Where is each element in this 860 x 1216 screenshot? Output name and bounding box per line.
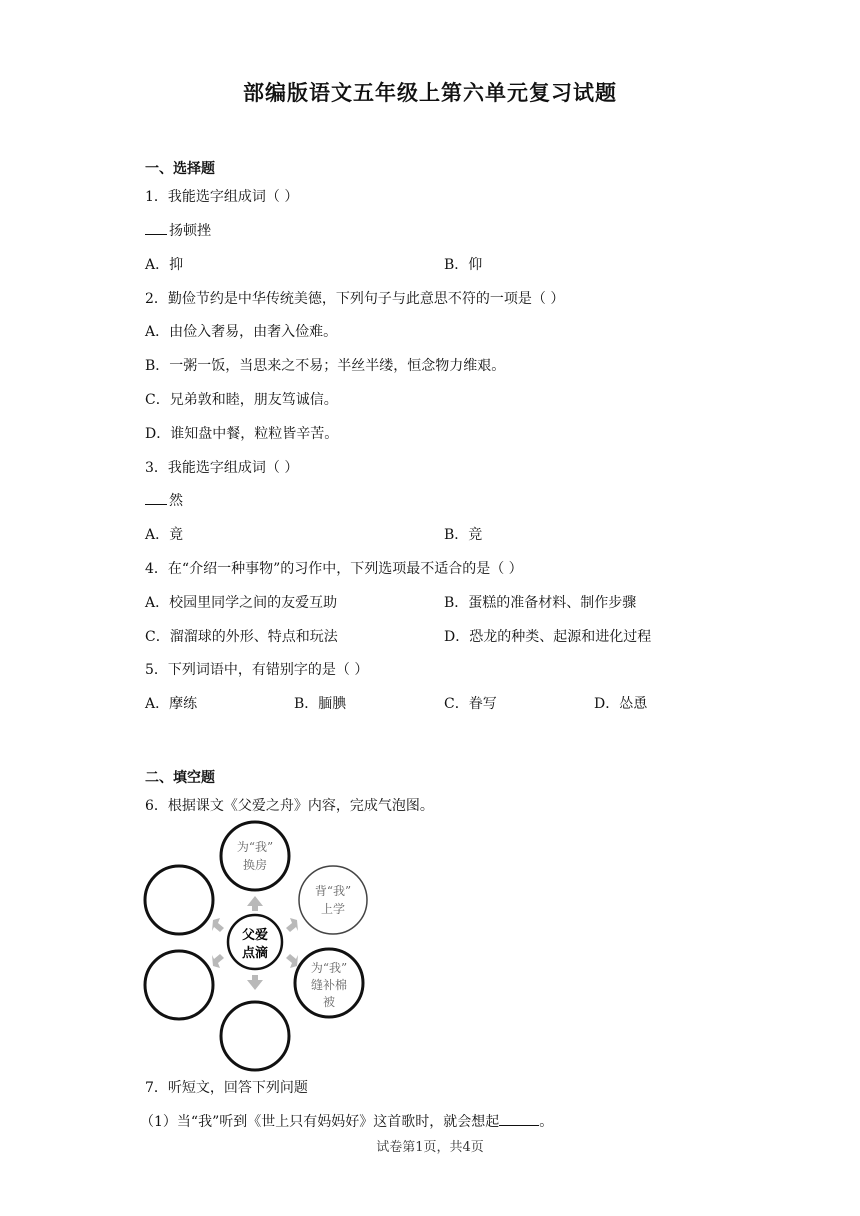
question-2-option-c: C．兄弟敦和睦，朋友笃诚信。 (145, 392, 338, 408)
bubble-empty-left-top (145, 866, 213, 934)
bubble-right-bottom-line3: 被 (322, 995, 336, 1009)
question-1-option-b: B．仰 (444, 257, 483, 273)
bubble-right-top-line2: 上学 (320, 902, 346, 916)
arrow-down-icon (247, 975, 263, 990)
question-4-stem: 4．在“介绍一种事物”的习作中，下列选项最不适合的是（ ） (145, 561, 523, 577)
question-5-option-a: A．摩练 (145, 696, 198, 712)
bubble-center-line1: 父爱 (241, 928, 269, 943)
question-7-sub1-text: （1）当“我”听到《世上只有妈妈好》这首歌时，就会想起 (140, 1114, 500, 1130)
page-footer: 试卷第1页，共4页 (376, 1140, 484, 1155)
question-1-stem: 1．我能选字组成词（ ） (145, 189, 299, 205)
bubble-empty-left-bottom (145, 951, 213, 1019)
page-title: 部编版语文五年级上第六单元复习试题 (243, 80, 617, 105)
question-3-option-a: A．竟 (145, 527, 184, 543)
question-4-option-b: B．蛋糕的准备材料、制作步骤 (444, 595, 637, 611)
bubble-top-line2: 换房 (242, 858, 268, 872)
arrow-downleft-icon (212, 954, 224, 968)
arrow-upleft-icon (212, 918, 224, 932)
question-5-option-b: B．腼腆 (294, 696, 347, 712)
arrow-up-icon (247, 896, 263, 911)
question-5-option-d: D．怂恿 (594, 696, 648, 712)
section-heading-choice: 一、选择题 (145, 161, 215, 177)
question-3-stem: 3．我能选字组成词（ ） (145, 460, 299, 476)
question-2-option-a: A．由俭入奢易，由奢入俭难。 (145, 324, 338, 340)
question-2-stem: 2．勤俭节约是中华传统美德，下列句子与此意思不符的一项是（ ） (145, 291, 565, 307)
question-4-option-a: A．校园里同学之间的友爱互助 (145, 595, 338, 611)
question-2-option-d: D．谁知盘中餐，粒粒皆辛苦。 (145, 426, 339, 442)
question-7-sub1 (140, 1111, 553, 1131)
question-3-prompt (145, 490, 183, 510)
question-7-stem: 7．听短文，回答下列问题 (145, 1080, 308, 1096)
question-7-sub1-end: 。 (539, 1114, 554, 1130)
answer-blank (145, 490, 167, 505)
bubble-right-top-line1: 背“我” (314, 884, 352, 898)
arrow-downright-icon (286, 954, 298, 968)
question-5-stem: 5．下列词语中，有错别字的是（ ） (145, 662, 369, 678)
question-1-word: 扬顿挫 (169, 223, 211, 239)
question-4-option-d: D．恐龙的种类、起源和进化过程 (444, 629, 652, 645)
question-3-option-b: B．竞 (444, 527, 483, 543)
question-3-word: 然 (169, 493, 183, 509)
bubble-center-line2: 点滴 (241, 946, 269, 961)
question-4-option-c: C．溜溜球的外形、特点和玩法 (145, 629, 338, 645)
bubble-right-top (299, 866, 367, 934)
section-heading-fill: 二、填空题 (145, 770, 215, 786)
question-1-option-a: A．抑 (145, 257, 184, 273)
bubble-diagram (140, 818, 375, 1076)
bubble-right-bottom-line2: 缝补棉 (310, 978, 348, 992)
bubble-right-bottom-line1: 为“我” (310, 961, 348, 975)
question-1-prompt (145, 220, 211, 240)
question-2-option-b: B．一粥一饭，当思来之不易；半丝半缕，恒念物力维艰。 (145, 358, 506, 374)
bubble-empty-bottom (221, 1002, 289, 1070)
question-5-option-c: C．眷写 (444, 696, 497, 712)
arrow-upright-icon (286, 918, 298, 932)
bubble-top (221, 822, 289, 890)
bubble-top-line1: 为“我” (236, 840, 274, 854)
answer-blank (145, 220, 167, 235)
answer-blank (499, 1111, 539, 1126)
question-6-stem: 6．根据课文《父爱之舟》内容，完成气泡图。 (145, 798, 434, 814)
